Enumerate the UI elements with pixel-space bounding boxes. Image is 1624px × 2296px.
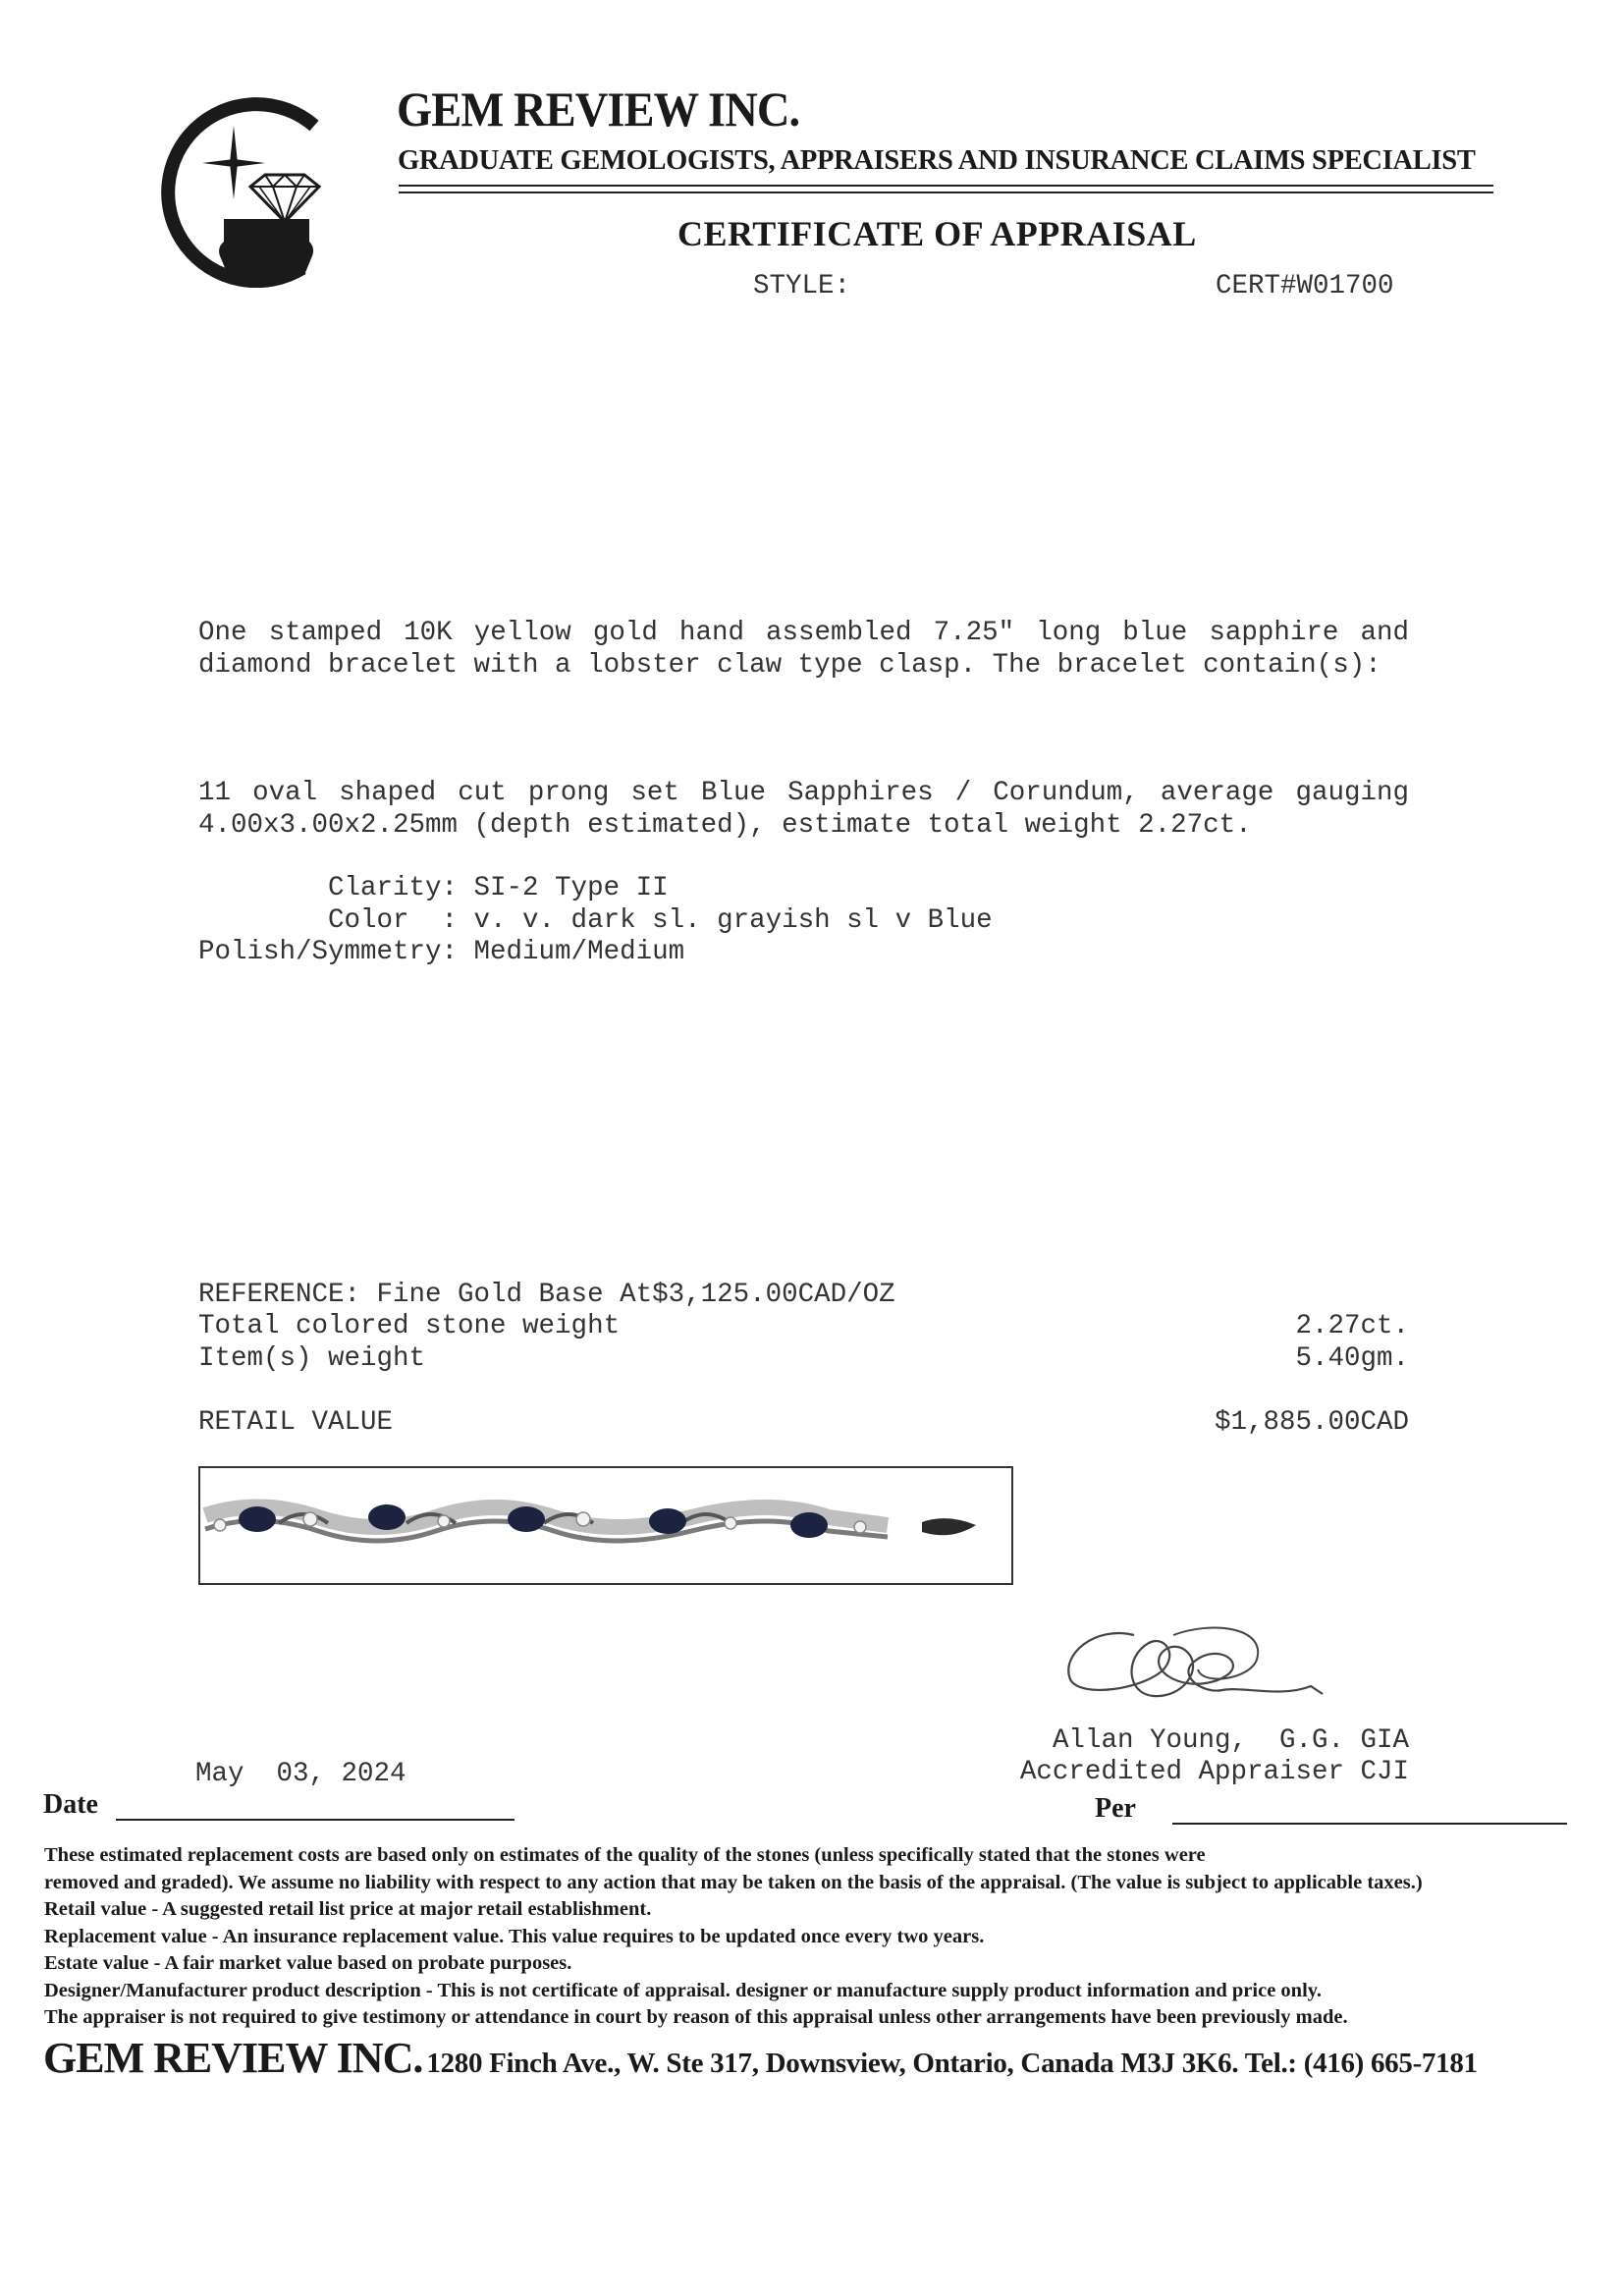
disclaimer-line: Designer/Manufacturer product description - This is not certificate of appraisal. designer or manufacture supply product information and price only. (44, 1979, 1323, 2001)
lobster-clasp (922, 1518, 976, 1535)
company-tagline: GRADUATE GEMOLOGISTS, APPRAISERS AND INSURANCE CLAIMS SPECIALIST (398, 145, 1476, 176)
item-description: One stamped 10K yellow gold hand assembled 7.25" long blue sapphire and diamond bracelet with a lobster claw type clasp. The bracelet contain(s): (198, 618, 1409, 681)
certificate-title: CERTIFICATE OF APPRAISAL (677, 214, 1197, 253)
company-logo (147, 86, 334, 288)
per-signature-line (1172, 1823, 1567, 1825)
disclaimer-line: removed and graded). We assume no liability with respect to any action that may be taken on the basis of the appraisal. (The value is subject to applicable taxes.) (44, 1871, 1423, 1893)
appraiser-name: Allan Young, G.G. GIA (1052, 1725, 1409, 1756)
cert-number: CERT#W01700 (1216, 271, 1394, 301)
logo-pedestal (219, 219, 313, 275)
reference-line: REFERENCE: Fine Gold Base At$3,125.00CAD/OZ (198, 1280, 895, 1310)
footer-company-name: GEM REVIEW INC. (43, 2034, 423, 2082)
item-weight-value: 5.40gm. (1295, 1343, 1409, 1374)
stone-details (198, 873, 993, 969)
appraisal-date: May 03, 2024 (195, 1759, 406, 1789)
retail-value-label: RETAIL VALUE (198, 1407, 394, 1438)
disclaimer-line: Retail value - A suggested retail list price at major retail establishment. (44, 1898, 652, 1920)
style-label: STYLE: (753, 271, 851, 301)
appraiser-credential: Accredited Appraiser CJI (1019, 1757, 1409, 1787)
bracelet-photo (200, 1468, 1011, 1583)
sapphire-2 (368, 1504, 406, 1530)
stone-weight-value: 2.27ct. (1295, 1311, 1409, 1341)
disclaimer-line: Estate value - A fair market value based on probate purposes. (44, 1952, 572, 1974)
header-rule-bottom (399, 191, 1493, 193)
diamond-icon (250, 175, 319, 222)
stones-summary: 11 oval shaped cut prong set Blue Sapphires / Corundum, average gauging 4.00x3.00x2.25mm (depth estimated), estimate total weight 2.27ct. (198, 778, 1409, 841)
clarity-line: Clarity: SI-2 Type II (198, 873, 669, 903)
company-name: GEM REVIEW INC. (397, 82, 800, 137)
bracelet-photo-frame (198, 1466, 1013, 1585)
disclaimer-line: The appraiser is not required to give testimony or attendance in court by reason of this appraisal unless other arrangements have been previously made. (44, 2006, 1348, 2028)
sapphire-4 (649, 1508, 686, 1534)
appraiser-signature (1056, 1615, 1350, 1723)
sapphire-3 (508, 1506, 545, 1532)
color-line: Color : v. v. dark sl. grayish sl v Blue (198, 904, 993, 936)
date-label: Date (43, 1789, 98, 1820)
date-signature-line (116, 1819, 514, 1821)
item-weight-label: Item(s) weight (198, 1343, 426, 1374)
per-label: Per (1095, 1793, 1136, 1824)
sapphire-1 (239, 1506, 276, 1532)
footer (43, 2033, 1478, 2083)
polish-symmetry-line: Polish/Symmetry: Medium/Medium (198, 937, 685, 967)
disclaimer-line: These estimated replacement costs are based only on estimates of the quality of the stones (unless specifically stated that the stones were (44, 1844, 1206, 1866)
footer-address: 1280 Finch Ave., W. Ste 317, Downsview, Ontario, Canada M3J 3K6. Tel.: (416) 665-7181 (426, 2048, 1478, 2079)
retail-value-amount: $1,885.00CAD (1214, 1407, 1409, 1438)
disclaimer-block (44, 1842, 1615, 2032)
disclaimer-line: Replacement value - An insurance replacement value. This value requires to be updated once every two years. (44, 1925, 985, 1947)
stone-weight-label: Total colored stone weight (198, 1311, 621, 1341)
header-rule-top (399, 185, 1493, 187)
sapphire-5 (790, 1512, 828, 1538)
